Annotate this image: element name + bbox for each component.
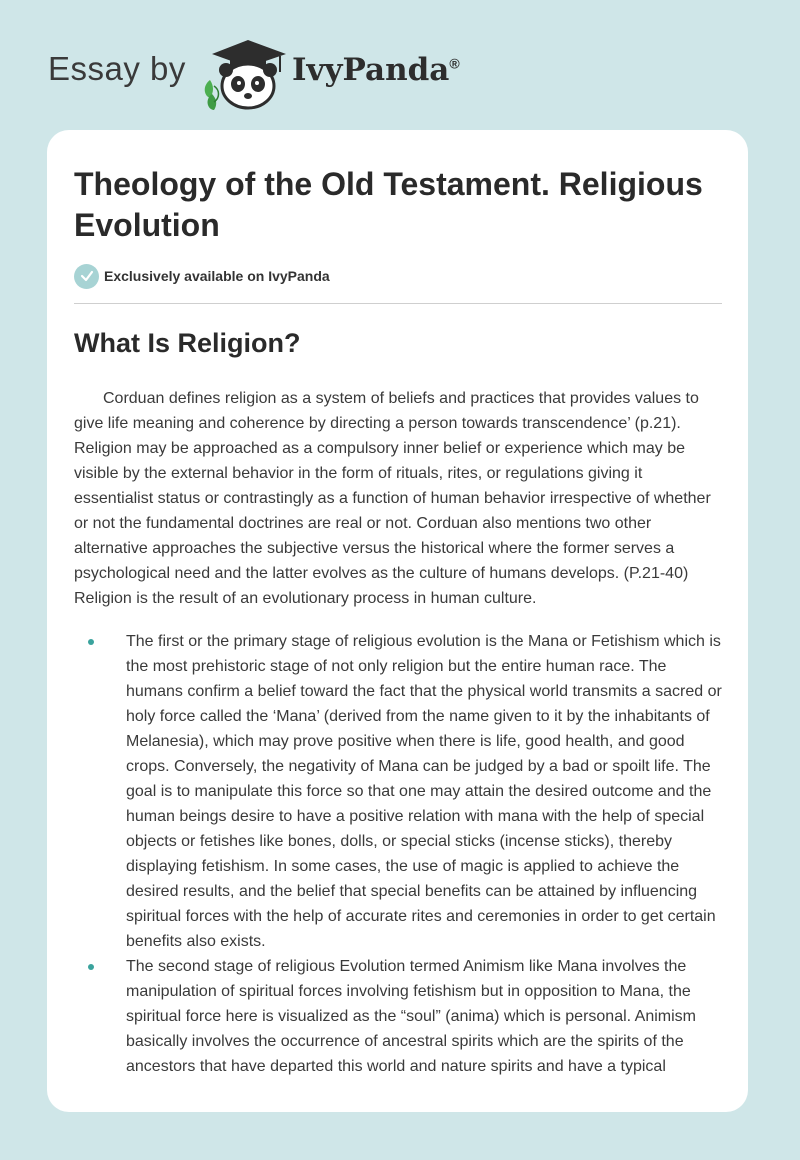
bullet-icon <box>88 964 94 970</box>
list-item <box>74 629 724 954</box>
brand-name[interactable] <box>292 52 460 88</box>
list-item-text: The second stage of religious Evolution termed Animism like Mana involves the manipulation of spiritual forces involving fetishism but in opposition to Mana, the spiritual force here is visualized as the “soul” (anima) which is personal. Animism basically involves the occurrence of ancestral spirits which are the spirits of the ancestors that have departed this world and nature spirits and have a typical <box>126 958 696 1075</box>
bullet-list <box>74 629 724 1079</box>
list-item-text: The first or the primary stage of religious evolution is the Mana or Fetishism which is the most prehistoric stage of not only religion but the entire human race. The humans confirm a belief toward the fact that the physical world transmits a sacred or holy force called the ‘Mana’ (derived from the name given to it by the inhabitants of Melanesia), which may prove positive when there is life, good health, and good crops. Conversely, the negativity of Mana can be judged by a bad or spoilt life. The goal is to manipulate this force so that one may attain the desired outcome and the human beings desire to have a positive relation with mana with the help of special objects or fetishes like bones, dolls, or special sticks (incense sticks), thereby displaying fetishism. In some cases, the use of magic is applied to achieve the desired results, and the belief that special benefits can be attained by influencing spiritual forces with the help of accurate rites and ceremonies in order to get certain benefits also exists. <box>126 633 722 950</box>
section-heading: What Is Religion? <box>74 328 301 358</box>
essay-body <box>74 386 724 1079</box>
registered-mark: ® <box>449 55 460 72</box>
check-icon <box>74 264 99 289</box>
page-title: Theology of the Old Testament. Religious Evolution <box>74 166 703 243</box>
badge-label: Exclusively available on IvyPanda <box>104 268 330 284</box>
panda-graduate-icon <box>200 36 290 112</box>
exclusive-badge <box>74 263 330 289</box>
divider <box>74 303 722 304</box>
essay-card <box>47 130 748 1112</box>
intro-paragraph: Corduan defines religion as a system of beliefs and practices that provides values to give life meaning and coherence by directing a person towards transcendence’ (p.21). Religion may be approached as a compulsory inner belief or experience which may be visible by the external behavior in the form of rituals, rites, or regulations giving it essentialist status or contrastingly as a function of human behavior irrespective of whether or not the fundamental doctrines are real or not. Corduan also mentions two other alternative approaches the subjective versus the historical where the former serves a psychological need and the latter evolves as the culture of humans develops. (P.21-40) Religion is the result of an evolutionary process in human culture. <box>74 390 711 607</box>
bullet-icon <box>88 639 94 645</box>
site-header <box>0 0 800 130</box>
list-item <box>74 954 724 1079</box>
essay-by-label: Essay by <box>48 50 186 87</box>
brand-text: IvyPanda <box>292 52 450 88</box>
